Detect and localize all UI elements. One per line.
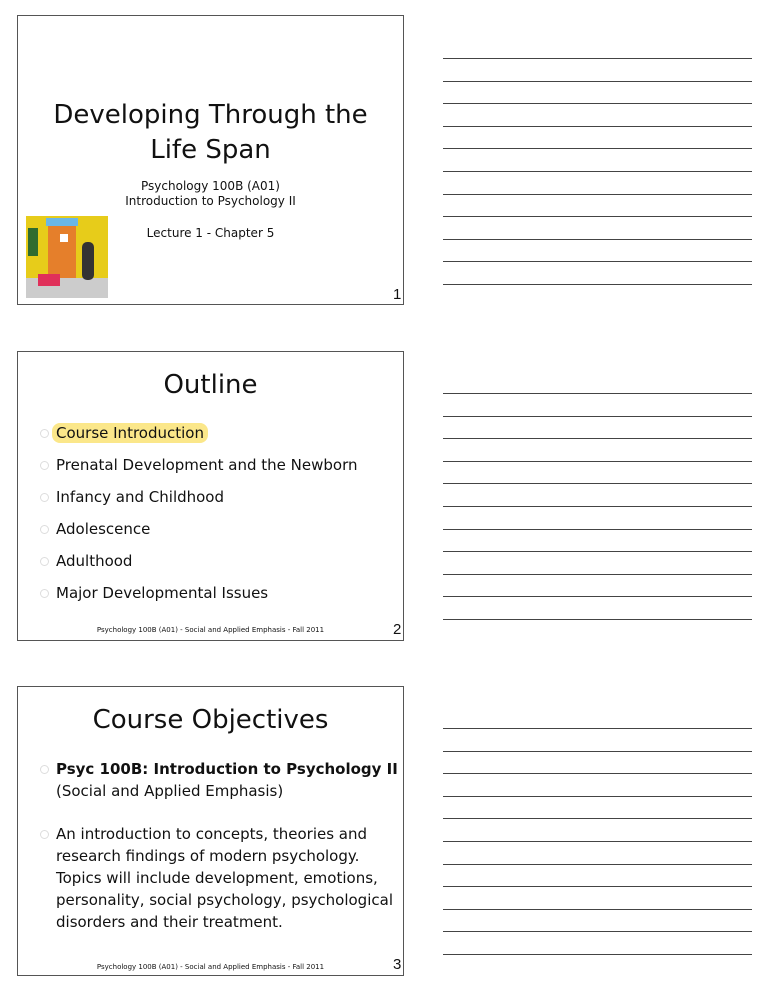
slide-number: 3 xyxy=(393,956,402,973)
bullet-item: Adolescence xyxy=(56,518,150,540)
bullet-item: Psyc 100B: Introduction to Psychology II (Social and Applied Emphasis) xyxy=(56,758,398,802)
slide-title-line2: Life Span xyxy=(150,135,271,165)
bullet-item: Major Developmental Issues xyxy=(56,582,268,604)
slide-number: 1 xyxy=(393,286,402,303)
slide-title: Course Objectives xyxy=(92,705,329,735)
slide-footer: Psychology 100B (A01) - Social and Applied Emphasis - Fall 2011 xyxy=(96,963,325,971)
slide-2 xyxy=(17,351,404,641)
notes-lines xyxy=(443,728,752,977)
bullet-item: Course Introduction xyxy=(56,422,208,444)
bullet-item: Prenatal Development and the Newborn xyxy=(56,454,358,476)
slide-title: Outline xyxy=(163,370,258,400)
bullet-item: An introduction to concepts, theories and research findings of modern psychology. Topics will include development, emotions, personality, social psychology, psychological disorders and their treatment. xyxy=(56,823,393,933)
notes-lines xyxy=(443,58,752,307)
bullet-item: Adulthood xyxy=(56,550,132,572)
slide-footer: Psychology 100B (A01) - Social and Applied Emphasis - Fall 2011 xyxy=(96,626,325,634)
slide-3 xyxy=(17,686,404,976)
slide-title: Developing Through the xyxy=(53,100,368,130)
illustration-image xyxy=(26,216,108,298)
course-name: Introduction to Psychology II xyxy=(125,194,296,208)
lecture-label: Lecture 1 - Chapter 5 xyxy=(146,226,275,240)
notes-lines xyxy=(443,393,752,642)
slide-1 xyxy=(17,15,404,305)
slide-number: 2 xyxy=(393,621,402,638)
bullet-item: Infancy and Childhood xyxy=(56,486,224,508)
course-code: Psychology 100B (A01) xyxy=(141,179,280,193)
